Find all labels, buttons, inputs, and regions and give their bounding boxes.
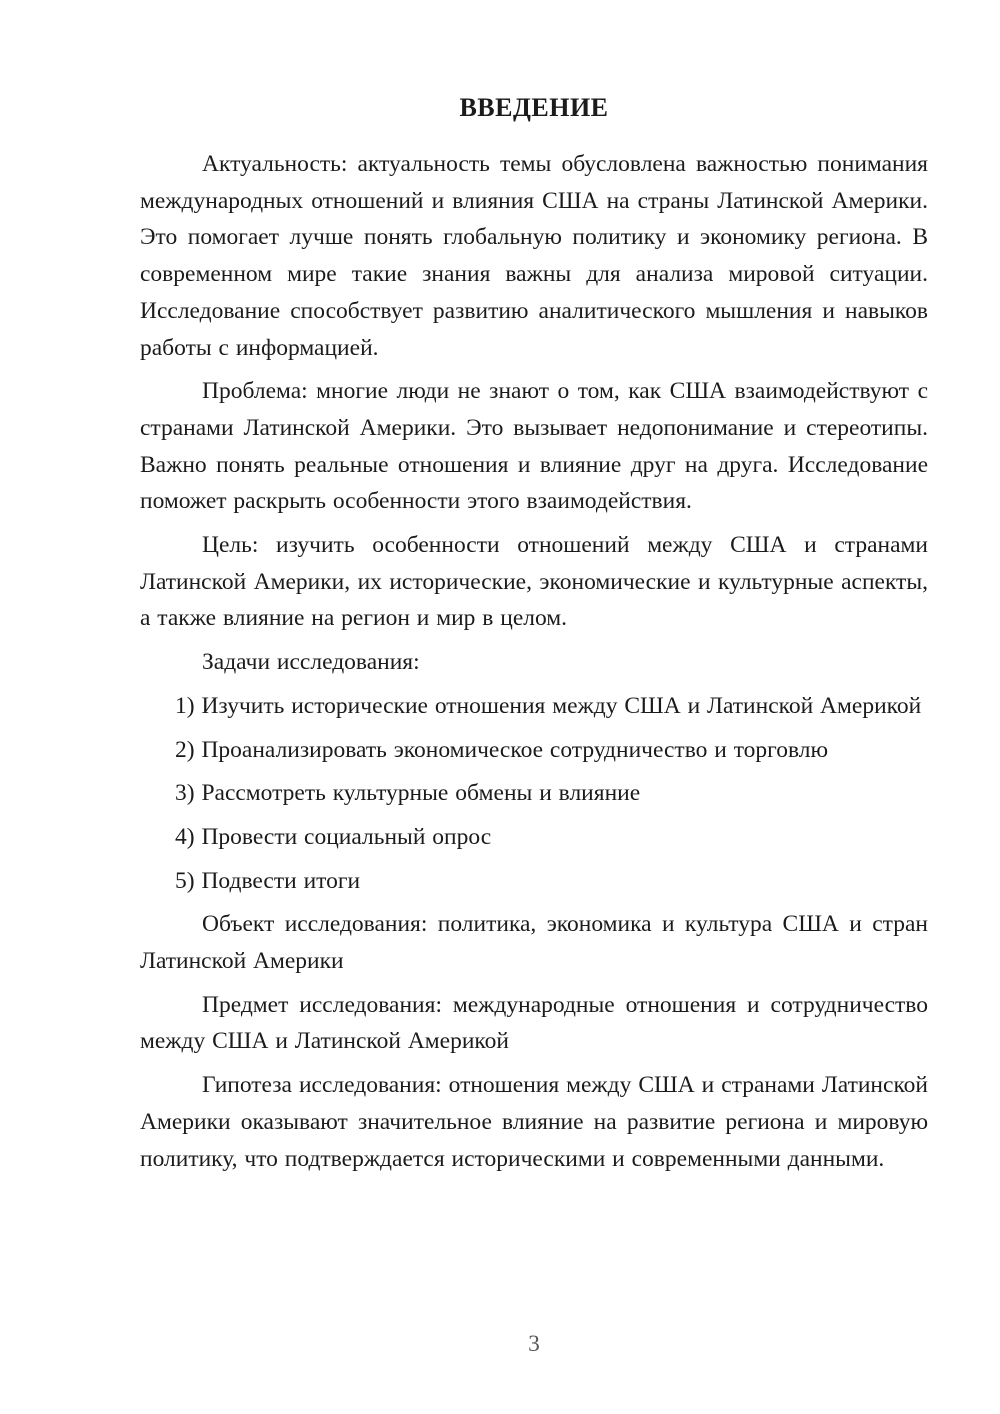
page-number: 3 <box>528 1331 540 1357</box>
paragraph-goal: Цель: изучить особенности отношений между США и странами Латинской Америки, их исторические, экономические и культурные аспекты, а также влияние на регион и мир в целом. <box>140 532 928 632</box>
paragraph-relevance: Актуальность: актуальность темы обусловлена важностью понимания международных отношений и влияния США на страны Латинской Америки. Это помогает лучше понять глобальную политику и экономику региона. В современном мире такие знания важны для анализа мировой ситуации. Исследование способствует развитию аналитического мышления и навыков работы с информацией. <box>140 151 928 361</box>
paragraph-object: Объект исследования: политика, экономика и культура США и стран Латинской Америки <box>140 911 928 975</box>
page-title: ВВЕДЕНИЕ <box>459 93 609 122</box>
task-item-3: 3) Рассмотреть культурные обмены и влияние <box>175 780 641 807</box>
task-item-2: 2) Проанализировать экономическое сотрудничество и торговлю <box>175 736 829 763</box>
task-item-4: 4) Провести социальный опрос <box>175 823 492 850</box>
task-item-5: 5) Подвести итоги <box>175 867 361 894</box>
paragraph-hypothesis: Гипотеза исследования: отношения между США и странами Латинской Америки оказывают значительное влияние на развитие региона и мировую политику, что подтверждается историческими и современными данными. <box>140 1072 928 1172</box>
paragraph-subject: Предмет исследования: международные отношения и сотрудничество между США и Латинской Америкой <box>140 991 928 1055</box>
task-item-1: 1) Изучить исторические отношения между США и Латинской Америкой <box>175 692 922 719</box>
paragraph-tasks-heading: Задачи исследования: <box>202 649 420 676</box>
paragraph-problem: Проблема: многие люди не знают о том, как США взаимодействуют с странами Латинской Америки. Это вызывает недопонимание и стереотипы. Важно понять реальные отношения и влияние друг на друга. Исследование поможет раскрыть особенности этого взаимодействия. <box>140 378 928 515</box>
